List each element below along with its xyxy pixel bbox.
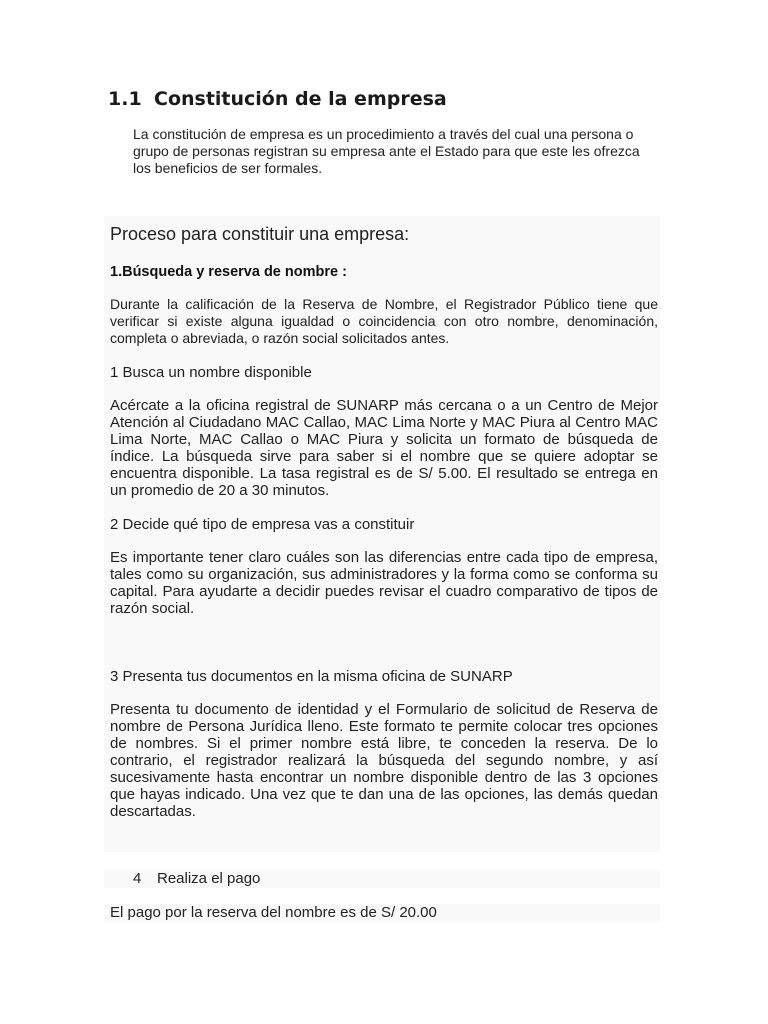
process-description: Durante la calificación de la Reserva de Nombre, el Registrador Público tiene que verificar si existe alguna igualdad o coincidencia con otro nombre, denominación, completa o abreviada, o razón social solicitados antes.: [110, 296, 658, 346]
step4-heading: [133, 870, 260, 887]
process-subtitle: 1.Búsqueda y reserva de nombre :: [110, 264, 347, 280]
payment-text: El pago por la reserva del nombre es de S/ 20.00: [110, 904, 437, 921]
intro-paragraph: La constitución de empresa es un procedimiento a través del cual una persona o grupo de personas registran su empresa ante el Estado para que este les ofrezca los beneficios de ser formales.: [133, 126, 640, 176]
step1-title: 1 Busca un nombre disponible: [110, 364, 312, 381]
step4-title: Realiza el pago: [157, 870, 261, 887]
step2-text: Es importante tener claro cuáles son las diferencias entre cada tipo de empresa, tales como su organización, sus administradores y la forma como se conforma su capital. Para ayudarte a decidir puedes revisar el cuadro comparativo de tipos de razón social.: [110, 549, 658, 617]
section-number: 1.1: [108, 88, 142, 110]
section-title: Constitución de la empresa: [154, 88, 447, 110]
step3-text: Presenta tu documento de identidad y el Formulario de solicitud de Reserva de nombre de Persona Jurídica lleno. Este formato te permite colocar tres opciones de nombres. Si el primer nombre está libre, te conceden la reserva. De lo contrario, el registrador realizará la búsqueda del segundo nombre, y así sucesivamente hasta encontrar un nombre disponible dentro de las 3 opciones que hayas indicado. Una vez que te dan una de las opciones, las demás quedan descartadas.: [110, 701, 658, 820]
section-heading: [108, 88, 447, 110]
step4-number: 4: [133, 870, 142, 887]
process-title: Proceso para constituir una empresa:: [110, 224, 410, 244]
step1-text: Acércate a la oficina registral de SUNARP más cercana o a un Centro de Mejor Atención al Ciudadano MAC Callao, MAC Lima Norte y MAC Piura al Centro MAC Lima Norte, MAC Callao o MAC Piura y solicita un formato de búsqueda de índice. La búsqueda sirve para saber si el nombre que se quiere adoptar se encuentra disponible. La tasa registral es de S/ 5.00. El resultado se entrega en un promedio de 20 a 30 minutos.: [110, 397, 658, 499]
step3-title: 3 Presenta tus documentos en la misma oficina de SUNARP: [110, 668, 513, 685]
step2-title: 2 Decide qué tipo de empresa vas a constituir: [110, 516, 415, 533]
